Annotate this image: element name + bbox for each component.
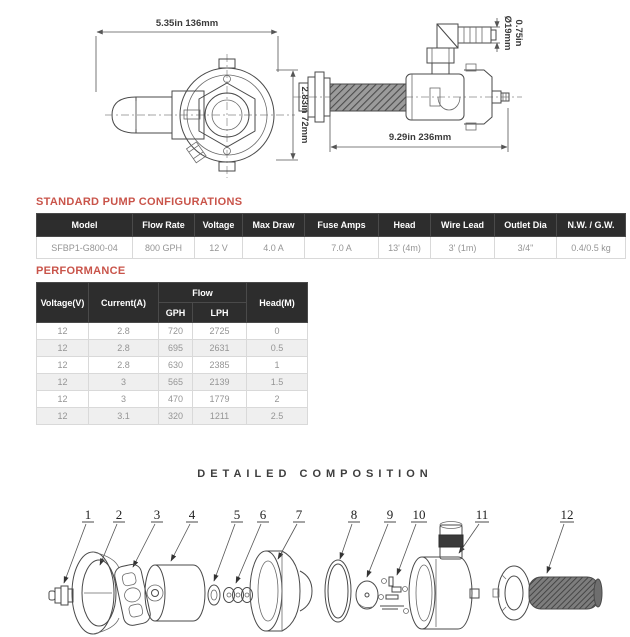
part-label-5: 5 (233, 507, 241, 522)
col-header-gph: GPH (159, 303, 193, 323)
cell-gph: 470 (159, 391, 193, 408)
side-view-drawing (293, 16, 524, 152)
cell-current: 3 (89, 374, 159, 391)
head-value: 13' (4m) (379, 237, 431, 259)
part-label-10: 10 (412, 507, 426, 522)
cell-lph: 1779 (193, 391, 247, 408)
side-view-length-label: 9.29in 236mm (388, 132, 452, 143)
fuse-amps-value: 7.0 A (305, 237, 379, 259)
cell-head: 2 (247, 391, 308, 408)
perf-header-row-1 (37, 283, 308, 303)
cell-head: 0 (247, 323, 308, 340)
part-label-6: 6 (259, 507, 267, 522)
part-3-gasket (113, 563, 152, 627)
part-label-7: 7 (295, 507, 303, 522)
col-header-flow-group: Flow (159, 283, 247, 303)
config-data-row (37, 237, 626, 259)
part-callouts (64, 507, 574, 583)
max-draw-value: 4.0 A (243, 237, 305, 259)
part-label-2: 2 (115, 507, 123, 522)
config-header-row (37, 214, 626, 237)
config-section-title: STANDARD PUMP CONFIGURATIONS (36, 196, 243, 208)
cell-lph: 2631 (193, 340, 247, 357)
col-header-outlet-dia: Outlet Dia (495, 214, 557, 237)
cell-voltage: 12 (37, 408, 89, 425)
part-7-pump-head (250, 551, 312, 631)
cell-lph: 2385 (193, 357, 247, 374)
wire-lead-value: 3' (1m) (431, 237, 495, 259)
exploded-diagram (0, 503, 630, 637)
cell-gph: 720 (159, 323, 193, 340)
cell-voltage: 12 (37, 340, 89, 357)
voltage-value: 12 V (195, 237, 243, 259)
cell-current: 3 (89, 391, 159, 408)
technical-drawings (0, 0, 630, 192)
part-label-9: 9 (386, 507, 394, 522)
perf-row-3 (37, 357, 308, 374)
outlet-dia-label-line2: Ø19mm (502, 15, 513, 51)
cell-current: 2.8 (89, 357, 159, 374)
col-header-voltage: Voltage (195, 214, 243, 237)
col-header-head-m: Head(M) (247, 283, 308, 323)
col-header-voltage-v: Voltage(V) (37, 283, 89, 323)
top-view-height-label: 2.83in 72mm (299, 86, 310, 144)
cell-current: 2.8 (89, 340, 159, 357)
outlet-dia-label-line1: 0.75in (513, 19, 524, 47)
perf-row-5 (37, 391, 308, 408)
cell-head: 0.5 (247, 340, 308, 357)
part-12-strainer (493, 566, 602, 620)
col-header-current-a: Current(A) (89, 283, 159, 323)
cell-lph: 2139 (193, 374, 247, 391)
part-8-o-ring (325, 560, 351, 622)
performance-section-title: PERFORMANCE (36, 265, 126, 277)
part-label-8: 8 (350, 507, 358, 522)
cell-voltage: 12 (37, 357, 89, 374)
cell-current: 2.8 (89, 323, 159, 340)
cell-lph: 2725 (193, 323, 247, 340)
part-10-screw-kit (379, 577, 409, 614)
cell-voltage: 12 (37, 374, 89, 391)
col-header-fuse-amps: Fuse Amps (305, 214, 379, 237)
cell-current: 3.1 (89, 408, 159, 425)
col-header-model: Model (37, 214, 133, 237)
part-1-barb-fitting (49, 586, 73, 605)
cell-head: 2.5 (247, 408, 308, 425)
outlet-dia-value: 3/4" (495, 237, 557, 259)
col-header-flow-rate: Flow Rate (133, 214, 195, 237)
perf-row-2 (37, 340, 308, 357)
col-header-head: Head (379, 214, 431, 237)
part-label-3: 3 (153, 507, 161, 522)
perf-row-1 (37, 323, 308, 340)
cell-head: 1.5 (247, 374, 308, 391)
cell-voltage: 12 (37, 391, 89, 408)
col-header-nw-gw: N.W. / G.W. (557, 214, 626, 237)
performance-table (36, 282, 308, 425)
part-11-main-housing (409, 522, 479, 630)
model-value: SFBP1-G800-04 (37, 237, 133, 259)
cell-voltage: 12 (37, 323, 89, 340)
part-9-impeller (356, 581, 378, 609)
col-header-lph: LPH (193, 303, 247, 323)
cell-gph: 320 (159, 408, 193, 425)
part-6-washers (224, 588, 253, 603)
composition-section-title: DETAILED COMPOSITION (197, 468, 433, 480)
part-4-motor-cartridge (145, 565, 205, 621)
cell-head: 1 (247, 357, 308, 374)
config-table (36, 213, 626, 259)
flow-rate-value: 800 GPH (133, 237, 195, 259)
part-label-4: 4 (188, 507, 196, 522)
perf-row-6 (37, 408, 308, 425)
col-header-max-draw: Max Draw (243, 214, 305, 237)
perf-row-4 (37, 374, 308, 391)
part-5-seal (208, 585, 220, 605)
part-label-12: 12 (560, 507, 574, 522)
nw-gw-value: 0.4/0.5 kg (557, 237, 626, 259)
cell-gph: 565 (159, 374, 193, 391)
cell-gph: 695 (159, 340, 193, 357)
top-view-drawing (96, 18, 310, 178)
part-label-11: 11 (475, 507, 489, 522)
cell-lph: 1211 (193, 408, 247, 425)
col-header-wire-lead: Wire Lead (431, 214, 495, 237)
part-2-end-cover (72, 552, 119, 634)
top-view-width-label: 5.35in 136mm (155, 18, 219, 29)
part-label-1: 1 (84, 507, 92, 522)
cell-gph: 630 (159, 357, 193, 374)
